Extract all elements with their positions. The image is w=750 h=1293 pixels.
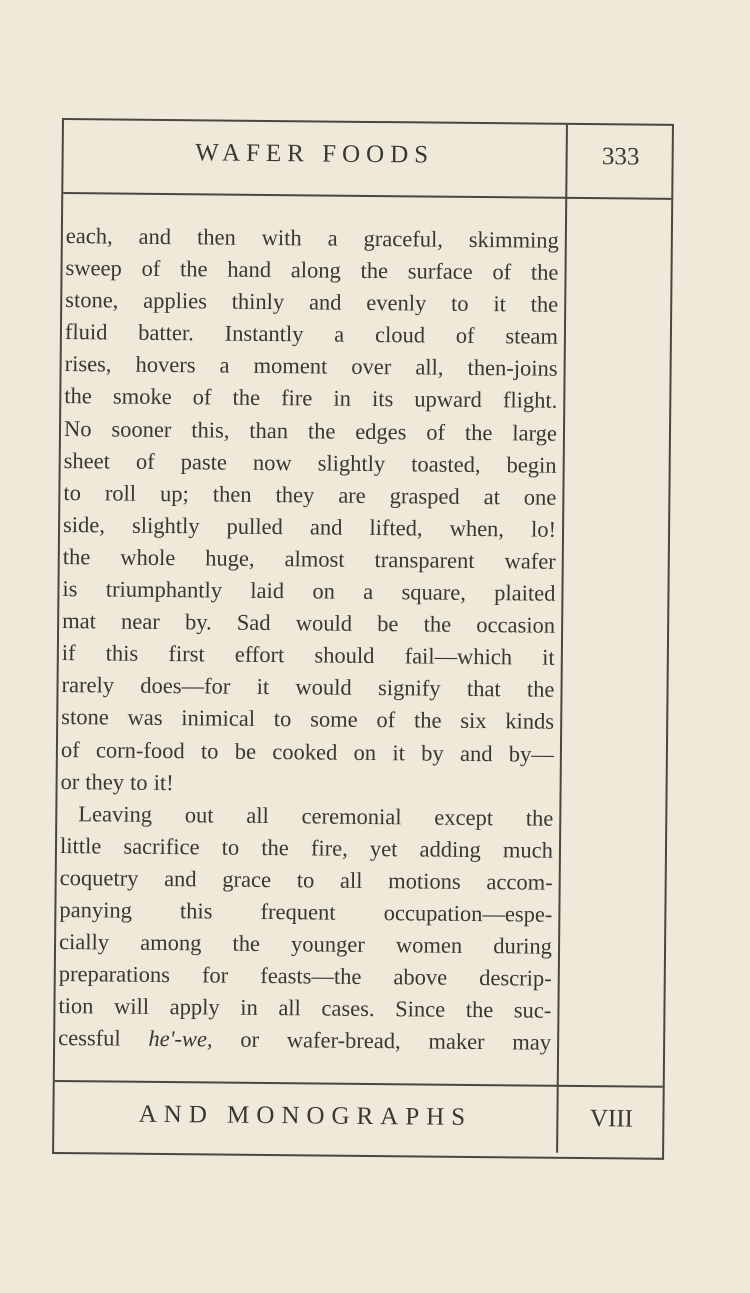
- word: large: [512, 419, 558, 446]
- word: for: [201, 962, 229, 988]
- word: slightly: [317, 450, 386, 476]
- word: the: [525, 805, 554, 831]
- word: a: [327, 225, 338, 251]
- word: during: [493, 933, 553, 959]
- word: each,: [65, 223, 113, 249]
- word: when,: [449, 515, 505, 542]
- word: rarely: [61, 672, 115, 698]
- word: of: [426, 419, 446, 445]
- header-rule: [63, 192, 671, 200]
- word: steam: [505, 323, 559, 350]
- word: Since: [395, 996, 446, 1022]
- word: in: [333, 386, 352, 412]
- word: lo!: [530, 516, 557, 542]
- word: moment: [253, 353, 328, 379]
- word: they: [85, 768, 125, 795]
- word: the: [530, 259, 559, 285]
- word: of: [141, 255, 161, 282]
- text-line: [64, 413, 557, 450]
- word: all: [339, 867, 363, 893]
- word: then: [212, 481, 252, 507]
- word: the: [261, 834, 289, 860]
- word: the: [232, 385, 261, 411]
- text-line: [63, 541, 556, 578]
- word: with: [261, 224, 302, 251]
- word: and: [308, 289, 342, 315]
- word: by—: [508, 740, 554, 767]
- text-line: [65, 284, 558, 321]
- word: the: [465, 997, 494, 1023]
- word: may: [512, 1029, 552, 1056]
- word: flight.: [502, 387, 558, 414]
- word: then-joins: [467, 355, 558, 382]
- word: at: [483, 483, 501, 509]
- word: roll: [104, 480, 137, 506]
- word: the: [530, 291, 559, 317]
- word: toasted,: [411, 451, 481, 477]
- word: by: [421, 739, 444, 766]
- page-frame: [52, 118, 674, 1160]
- word: hovers: [135, 352, 196, 378]
- text-line: [61, 734, 554, 771]
- word: descrip-: [479, 965, 552, 991]
- word: a: [334, 321, 345, 347]
- word: fire,: [310, 835, 348, 861]
- word: than: [249, 417, 289, 443]
- word: motions: [388, 868, 461, 894]
- word: ceremonial: [301, 803, 402, 829]
- text-line: [59, 894, 552, 931]
- word: this: [105, 640, 139, 666]
- word: sacrifice: [123, 833, 200, 860]
- word: panying: [59, 896, 133, 923]
- word: it: [493, 291, 507, 317]
- word: over: [351, 354, 392, 380]
- word: and: [309, 514, 343, 540]
- word: applies: [143, 287, 208, 314]
- word: cases.: [321, 995, 375, 1022]
- word: it: [392, 739, 406, 765]
- word: among: [140, 929, 202, 956]
- word: the: [179, 256, 208, 282]
- volume-number: VIII: [589, 1105, 634, 1133]
- word: to: [221, 834, 240, 860]
- word: younger: [290, 931, 365, 958]
- text-line: [59, 958, 552, 995]
- word: apply: [169, 994, 220, 1020]
- word: thinly: [231, 288, 285, 315]
- word: up;: [159, 480, 189, 506]
- word: along: [290, 257, 341, 283]
- word: to: [273, 706, 292, 732]
- word: the: [526, 676, 555, 703]
- word: paste: [180, 448, 228, 475]
- word: on: [312, 578, 336, 604]
- text-line: [58, 990, 551, 1027]
- body-text: [58, 220, 559, 1059]
- word: side,: [62, 511, 106, 538]
- word: adding: [419, 836, 481, 862]
- word: accom-: [486, 868, 553, 895]
- word: grace: [222, 866, 272, 892]
- text-line: [62, 605, 555, 642]
- word: and: [138, 223, 172, 250]
- word: would: [295, 610, 353, 636]
- word: evenly: [366, 290, 427, 316]
- text-line: [60, 766, 553, 803]
- word: the: [232, 930, 261, 957]
- word: batter.: [138, 320, 194, 346]
- word: be: [234, 738, 257, 764]
- word: of: [455, 323, 475, 349]
- word: cially: [58, 929, 110, 955]
- word: it!: [153, 769, 174, 795]
- word: except: [434, 804, 494, 830]
- word: it: [256, 674, 270, 700]
- word: the: [64, 383, 92, 409]
- text-line: [62, 573, 555, 610]
- text-line: [63, 509, 556, 546]
- word: square,: [401, 579, 467, 605]
- word: occupation—espe-: [383, 900, 553, 927]
- word: wafer-bread,: [286, 1027, 401, 1054]
- word: rises,: [64, 351, 112, 377]
- word: near: [120, 608, 160, 635]
- word: triumphantly: [105, 576, 223, 603]
- text-line: [61, 701, 554, 738]
- word: and: [164, 865, 197, 892]
- word: or: [60, 768, 80, 794]
- word: wafer: [504, 548, 556, 574]
- series-title: AND MONOGRAPHS: [138, 1100, 473, 1131]
- word: preparations: [58, 961, 171, 988]
- word: occasion: [476, 612, 556, 638]
- word: in: [240, 995, 258, 1021]
- word: of: [192, 384, 212, 410]
- word: pulled: [226, 513, 283, 539]
- word: transparent: [374, 546, 475, 573]
- word: almost: [284, 546, 345, 572]
- word: Sad: [236, 609, 271, 636]
- word: would: [295, 674, 352, 701]
- word: all: [246, 802, 269, 828]
- word: the: [62, 543, 91, 570]
- word: begin: [506, 451, 557, 478]
- word: hand: [227, 256, 272, 283]
- word: above: [393, 964, 448, 990]
- word: signify: [377, 675, 441, 701]
- word: six: [460, 708, 487, 734]
- word: coquetry: [59, 864, 139, 891]
- word: graceful,: [363, 225, 444, 252]
- word: little: [59, 832, 102, 859]
- word: sweep: [65, 255, 122, 281]
- word: surface: [407, 258, 473, 285]
- word: much: [502, 837, 554, 863]
- word: then: [196, 224, 236, 250]
- word: or: [240, 1027, 260, 1053]
- word: cooked: [272, 738, 338, 765]
- word: one: [523, 484, 557, 510]
- word: tion: [58, 993, 94, 1019]
- text-line: [62, 637, 555, 674]
- word: if: [61, 640, 76, 666]
- word: plaited: [494, 580, 556, 606]
- text-line: [64, 445, 557, 482]
- word: lifted,: [369, 514, 423, 541]
- word: the: [464, 419, 493, 445]
- word: to: [200, 737, 219, 764]
- word: a: [219, 352, 230, 378]
- word: the: [360, 257, 389, 284]
- page-number: 333: [601, 143, 640, 171]
- word: of: [60, 736, 80, 762]
- word: all,: [415, 354, 444, 381]
- word: edges: [355, 418, 407, 444]
- word: stone: [61, 704, 109, 730]
- word: fluid: [64, 319, 108, 345]
- word: of: [376, 707, 396, 733]
- word: Instantly: [224, 320, 304, 347]
- word: effort: [234, 641, 285, 668]
- text-line: [61, 669, 554, 706]
- word: out: [184, 801, 214, 828]
- text-line: [63, 477, 556, 514]
- word: kinds: [505, 708, 555, 735]
- word: first: [168, 641, 205, 667]
- word: No: [63, 415, 92, 441]
- word: the: [423, 611, 452, 637]
- word: mat: [62, 608, 97, 634]
- text-line: [65, 316, 558, 353]
- word: of: [135, 448, 155, 474]
- word: does—for: [140, 673, 231, 699]
- word: sooner: [111, 416, 172, 442]
- word: to: [450, 290, 469, 317]
- word: fail—which: [404, 643, 513, 670]
- word: and: [459, 740, 493, 766]
- word: Leaving: [78, 800, 153, 827]
- word: suc-: [513, 997, 552, 1023]
- word: to: [63, 479, 82, 505]
- word: is: [62, 576, 78, 602]
- word: now: [252, 449, 292, 475]
- text-line: [58, 1022, 551, 1059]
- word: grasped: [389, 482, 460, 509]
- word: whole: [120, 544, 176, 571]
- word: yet: [369, 835, 398, 862]
- word: be: [377, 611, 399, 637]
- word: women: [395, 932, 463, 958]
- running-title: WAFER FOODS: [195, 139, 435, 169]
- word: by.: [184, 609, 212, 635]
- word: maker: [428, 1028, 485, 1055]
- word: of: [492, 259, 512, 285]
- italic-word: he'-we,: [148, 1026, 213, 1052]
- footer-rule: [55, 1080, 663, 1088]
- word: fire: [281, 385, 313, 411]
- word: upward: [414, 386, 482, 413]
- word: laid: [250, 577, 285, 604]
- word: was: [127, 705, 163, 731]
- word: cloud: [374, 322, 426, 348]
- word: to: [130, 769, 148, 795]
- word: frequent: [260, 898, 336, 925]
- word: smoke: [112, 383, 172, 410]
- word: feasts—the: [260, 963, 362, 990]
- text-line: [60, 862, 553, 899]
- word: the: [413, 707, 442, 734]
- word: the: [307, 417, 336, 444]
- word: will: [113, 993, 150, 1020]
- text-line: [64, 348, 557, 385]
- text-line: [66, 220, 559, 257]
- text-line: [60, 830, 553, 867]
- word: this: [179, 898, 213, 924]
- word: they: [275, 481, 315, 508]
- word: are: [338, 482, 366, 508]
- word: cessful: [58, 1025, 121, 1051]
- word: huge,: [205, 545, 255, 571]
- word: sheet: [63, 447, 111, 474]
- word: inimical: [181, 705, 256, 732]
- text-line: [64, 381, 557, 418]
- word: slightly: [131, 512, 200, 539]
- word: should: [314, 642, 375, 669]
- word: all: [278, 995, 302, 1021]
- word: that: [466, 676, 501, 702]
- word: skimming: [468, 226, 559, 253]
- text-line: [59, 926, 552, 963]
- word: corn-food: [95, 736, 185, 763]
- word: some: [310, 706, 358, 733]
- word: stone,: [65, 287, 119, 313]
- text-line: [65, 252, 558, 289]
- word: this,: [191, 416, 230, 443]
- text-line: [60, 798, 553, 835]
- word: to: [296, 867, 315, 893]
- word: its: [371, 386, 394, 412]
- word: on: [353, 739, 377, 765]
- word: it: [542, 644, 555, 670]
- word: a: [363, 578, 374, 605]
